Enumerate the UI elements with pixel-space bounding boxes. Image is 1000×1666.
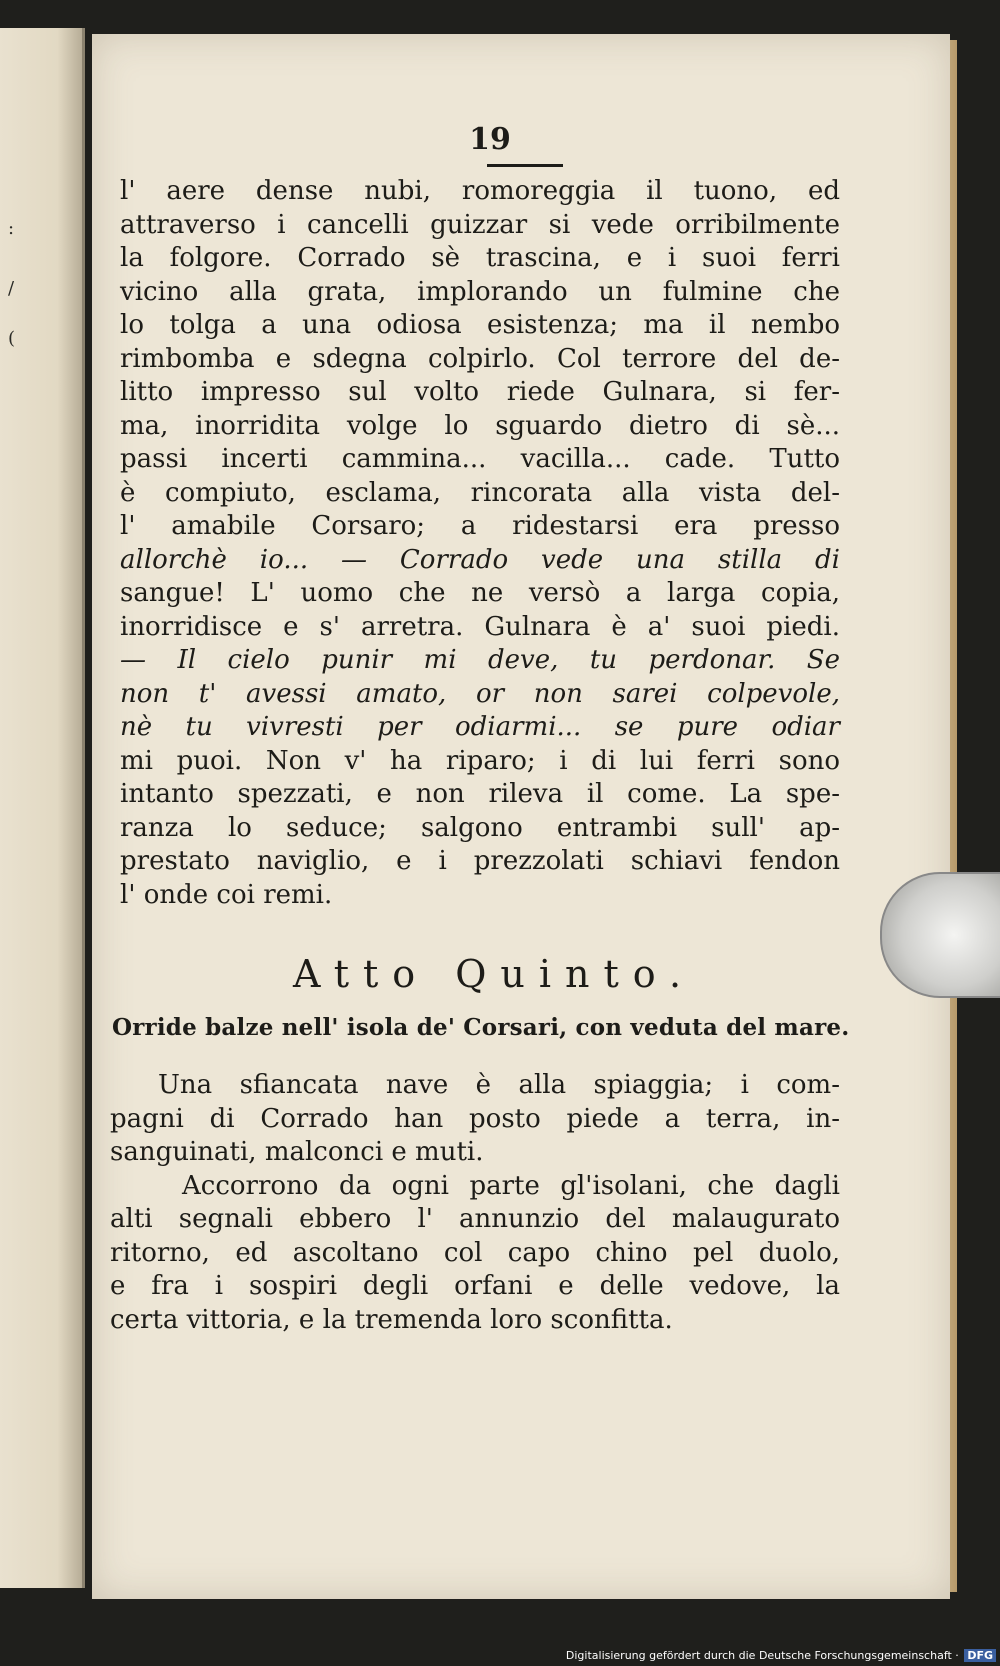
text-line: intanto spezzati, e non rileva il come. La spe-: [120, 779, 840, 809]
scene-heading: Orride balze nell' isola de' Corsari, con veduta del mare.: [112, 1014, 850, 1041]
facing-page-mark: /: [8, 278, 15, 299]
text-line: ma, inorridita volge lo sguardo dietro di sè...: [120, 410, 840, 441]
page-number: 19: [469, 122, 511, 157]
paragraph-3: [110, 1170, 840, 1338]
text-line: passi incerti cammina... vacilla... cade. Tutto: [120, 444, 840, 474]
digitization-credit: [566, 1649, 996, 1662]
facing-page-edge: [0, 28, 85, 1588]
text-line: inorridisce e s' arretra. Gulnara è a' suoi piedi.: [120, 611, 840, 642]
text-line: pagni di Corrado han posto piede a terra, in-: [110, 1103, 840, 1134]
text-line: sanguinati, malconci e muti.: [110, 1137, 484, 1167]
credit-text: Digitalisierung gefördert durch die Deutsche Forschungsgemeinschaft ·: [565, 1649, 959, 1662]
facing-page-mark: (: [8, 328, 16, 349]
text-line: l' amabile Corsaro; a ridestarsi era presso: [120, 511, 840, 541]
text-line: attraverso i cancelli guizzar si vede orribilmente: [120, 209, 840, 240]
text-line: certa vittoria, e la tremenda loro sconfitta.: [110, 1304, 673, 1335]
text-line: Una sfiancata nave è alla spiaggia; i com-: [158, 1070, 840, 1100]
text-line: prestato naviglio, e i prezzolati schiavi fendon: [120, 846, 840, 876]
act-title: Atto Quinto.: [292, 952, 696, 996]
text-line: sangue! L' uomo che ne versò a larga copia,: [120, 578, 840, 608]
text-line: mi puoi. Non v' ha riparo; i di lui ferri sono: [120, 745, 840, 776]
text-line: nè tu vivresti per odiarmi... se pure odiar: [120, 712, 840, 742]
text-line: litto impresso sul volto riede Gulnara, si fer-: [120, 377, 840, 407]
dfg-logo: DFG: [964, 1649, 996, 1662]
text-line: l' onde coi remi.: [120, 879, 333, 910]
text-line: e fra i sospiri degli orfani e delle vedove, la: [110, 1271, 840, 1301]
facing-page-mark: :: [8, 218, 15, 239]
paragraph-2: [110, 1069, 840, 1170]
page-number-rule: [487, 164, 563, 167]
text-line: è compiuto, esclama, rincorata alla vista del-: [120, 477, 840, 508]
text-line: rimbomba e sdegna colpirlo. Col terrore del de-: [120, 343, 840, 374]
text-line: non t' avessi amato, or non sarei colpevole,: [120, 678, 840, 709]
text-line: alti segnali ebbero l' annunzio del malaugurato: [110, 1204, 840, 1234]
text-line: l' aere dense nubi, romoreggia il tuono, ed: [120, 176, 840, 206]
page-content: [110, 120, 850, 1337]
text-line: ranza lo seduce; salgono entrambi sull' ap-: [120, 812, 840, 843]
paragraph-1: [120, 175, 840, 912]
text-line: Accorrono da ogni parte gl'isolani, che dagli: [182, 1170, 840, 1201]
text-line: ritorno, ed ascoltano col capo chino pel duolo,: [110, 1237, 840, 1268]
page-clip: [880, 872, 1000, 998]
text-line: allorchè io... — Corrado vede una stilla di: [120, 544, 840, 575]
text-line: la folgore. Corrado sè trascina, e i suoi ferri: [120, 243, 840, 273]
text-line: — Il cielo punir mi deve, tu perdonar. Se: [120, 645, 840, 675]
text-line: lo tolga a una odiosa esistenza; ma il nembo: [120, 310, 840, 340]
text-line: vicino alla grata, implorando un fulmine che: [120, 276, 840, 307]
